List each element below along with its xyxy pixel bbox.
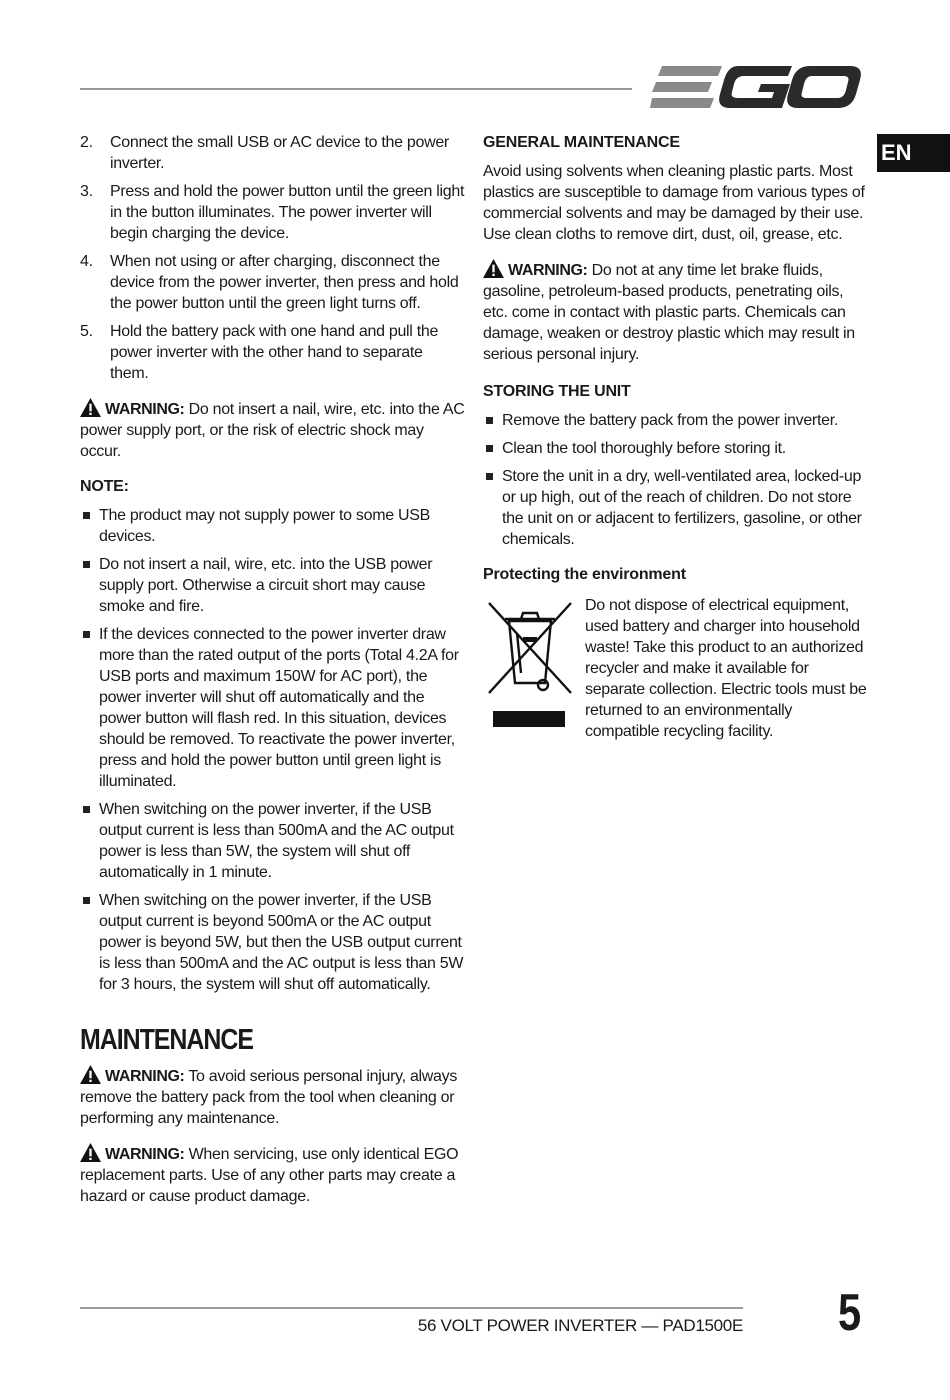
instruction-steps — [80, 132, 465, 384]
left-column — [80, 132, 465, 1219]
list-item: Remove the battery pack from the power inverter. — [483, 410, 868, 431]
page-number: 5 — [838, 1284, 862, 1342]
general-maintenance-title: GENERAL MAINTENANCE — [483, 134, 680, 151]
warning-triangle-icon — [80, 1065, 101, 1084]
language-tab: EN — [877, 134, 950, 172]
warning-replacement-parts: WARNING: When servicing, use only identical EGO replacement parts. Use of any other parts may create a hazard or cause product damage. — [80, 1143, 465, 1207]
footer-product-title: 56 VOLT POWER INVERTER — PAD1500E — [417, 1316, 743, 1335]
list-item: Store the unit in a dry, well-ventilated area, locked-up or up high, out of the reach of children. Do not store the unit on or adjacent to fertilizers, gasoline, or other chemicals. — [483, 466, 868, 550]
note-title: NOTE: — [80, 478, 129, 495]
environment-title: Protecting the environment — [483, 566, 686, 583]
environment-section — [483, 595, 868, 742]
list-item: 3. Press and hold the power button until the green light in the button illuminates. The power inverter will begin charging the device. — [80, 183, 465, 242]
header-rule — [80, 88, 632, 90]
warning-triangle-icon — [80, 1143, 101, 1162]
storing-list — [483, 410, 868, 550]
general-maintenance-text: Avoid using solvents when cleaning plastic parts. Most plastics are susceptible to damage from various types of commercial solvents and may be damaged by their use. Use clean cloths to remove dirt, dust, oil, grease, etc. — [483, 163, 865, 243]
note-list — [80, 505, 465, 995]
storing-title: STORING THE UNIT — [483, 383, 631, 400]
warning-brake-fluids: WARNING: Do not at any time let brake fluids, gasoline, petroleum-based products, penetrating oils, etc. come in contact with plastic parts. Chemicals can damage, weaken or destroy plastic which may result in serious personal injury. — [483, 259, 868, 365]
list-item: When switching on the power inverter, if the USB output current is beyond 500mA or the AC output power is beyond 5W, but then the USB output current is less than 500mA and the AC output is less than 5W for 3 hours, the system will shut off automatically. — [80, 890, 465, 995]
right-column — [483, 132, 868, 742]
maintenance-heading: MAINTENANCE — [80, 1024, 253, 1056]
footer-rule — [80, 1307, 743, 1309]
list-item: 5. Hold the battery pack with one hand and pull the power inverter with the other hand to separate them. — [80, 323, 439, 382]
list-item: 4. When not using or after charging, disconnect the device from the power inverter, then press and hold the power button until the green light turns off. — [80, 253, 459, 312]
list-item: Clean the tool thoroughly before storing it. — [483, 438, 868, 459]
crossed-out-wheelie-bin-icon — [487, 601, 573, 727]
environment-text: Do not dispose of electrical equipment, used battery and charger into household waste! Take this product to an authorized recycler and make it available for separate collection. Electric tools must be returned to an environmentally compatible recycling facility. — [585, 597, 867, 740]
list-item: When switching on the power inverter, if the USB output current is less than 500mA and the AC output power is less than 5W, the system will shut off automatically in 1 minute. — [80, 799, 465, 883]
list-item: 2. Connect the small USB or AC device to the power inverter. — [80, 134, 449, 172]
warning-ac-port: WARNING: Do not insert a nail, wire, etc. into the AC power supply port, or the risk of electric shock may occur. — [80, 398, 465, 462]
list-item: If the devices connected to the power inverter draw more than the rated output of the ports (Total 4.2A for USB ports and maximum 150W for AC port), the power inverter will shut off automatically and the power button will flash red. In this situation, devices should be removed. To reactivate the power inverter, press and hold the power button until green light is illuminated. — [80, 624, 465, 792]
list-item: The product may not supply power to some USB devices. — [80, 505, 465, 547]
ego-logo — [650, 62, 862, 114]
warning-remove-battery: WARNING: To avoid serious personal injury, always remove the battery pack from the tool when cleaning or performing any maintenance. — [80, 1065, 465, 1129]
warning-triangle-icon — [483, 259, 504, 278]
warning-triangle-icon — [80, 398, 101, 417]
list-item: Do not insert a nail, wire, etc. into the USB power supply port. Otherwise a circuit short may cause smoke and fire. — [80, 554, 465, 617]
